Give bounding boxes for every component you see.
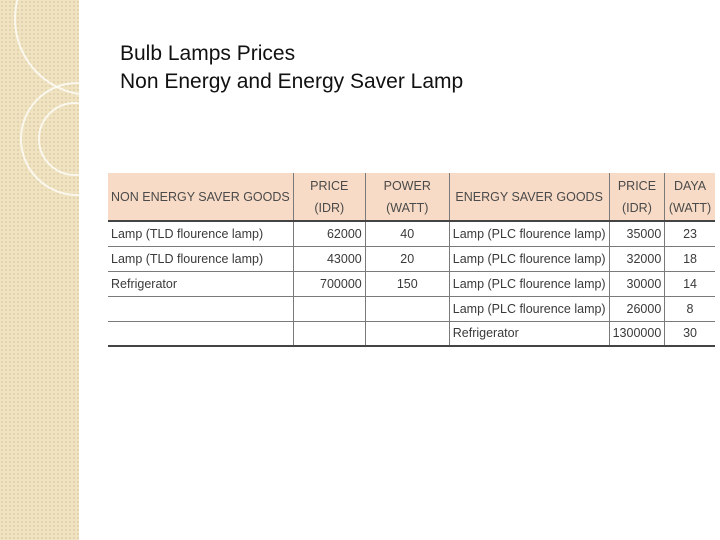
cell-non-energy-good: Lamp (TLD flourence lamp) (108, 246, 293, 271)
header-energy-goods (449, 173, 609, 221)
cell-energy-good: Lamp (PLC flourence lamp) (449, 246, 609, 271)
header-label: ENERGY SAVER GOODS (455, 189, 603, 204)
decorative-side-strip (0, 0, 79, 540)
price-table-container (108, 173, 715, 347)
cell-daya: 30 (665, 321, 715, 346)
header-label: DAYA (673, 178, 707, 193)
title-line-1: Bulb Lamps Prices (120, 42, 296, 65)
cell-price-1: 62000 (293, 221, 365, 246)
cell-price-1 (293, 321, 365, 346)
header-unit: (WATT) (386, 200, 429, 215)
cell-price-2: 26000 (609, 296, 665, 321)
header-unit: (WATT) (668, 200, 712, 215)
header-label: PRICE (310, 178, 349, 193)
cell-power: 40 (365, 221, 449, 246)
cell-price-1 (293, 296, 365, 321)
header-non-energy-goods (108, 173, 293, 221)
header-label: PRICE (617, 178, 657, 193)
cell-price-1: 700000 (293, 271, 365, 296)
cell-daya: 18 (665, 246, 715, 271)
cell-energy-good: Lamp (PLC flourence lamp) (449, 296, 609, 321)
cell-price-2: 1300000 (609, 321, 665, 346)
header-power (365, 173, 449, 221)
table-header-row (108, 173, 715, 221)
cell-non-energy-good (108, 321, 293, 346)
table-row (108, 221, 715, 246)
cell-non-energy-good: Refrigerator (108, 271, 293, 296)
page-title (120, 40, 463, 96)
header-label: NON ENERGY SAVER GOODS (111, 189, 290, 204)
header-label: POWER (383, 178, 431, 193)
cell-price-2: 32000 (609, 246, 665, 271)
cell-daya: 8 (665, 296, 715, 321)
table-row (108, 246, 715, 271)
cell-price-1: 43000 (293, 246, 365, 271)
header-price-2 (609, 173, 665, 221)
cell-price-2: 30000 (609, 271, 665, 296)
title-line-2: Non Energy and Energy Saver Lamp (120, 70, 464, 93)
cell-daya: 14 (665, 271, 715, 296)
cell-energy-good: Lamp (PLC flourence lamp) (449, 221, 609, 246)
cell-energy-good: Refrigerator (449, 321, 609, 346)
header-unit: (IDR) (314, 200, 345, 215)
cell-daya: 23 (665, 221, 715, 246)
price-table (108, 173, 715, 347)
cell-power (365, 296, 449, 321)
header-daya (665, 173, 715, 221)
cell-power: 20 (365, 246, 449, 271)
header-unit: (IDR) (622, 200, 652, 215)
header-price-1 (293, 173, 365, 221)
cell-price-2: 35000 (609, 221, 665, 246)
cell-non-energy-good (108, 296, 293, 321)
cell-power: 150 (365, 271, 449, 296)
cell-non-energy-good: Lamp (TLD flourence lamp) (108, 221, 293, 246)
table-row (108, 296, 715, 321)
cell-power (365, 321, 449, 346)
cell-energy-good: Lamp (PLC flourence lamp) (449, 271, 609, 296)
table-row (108, 321, 715, 346)
table-row (108, 271, 715, 296)
